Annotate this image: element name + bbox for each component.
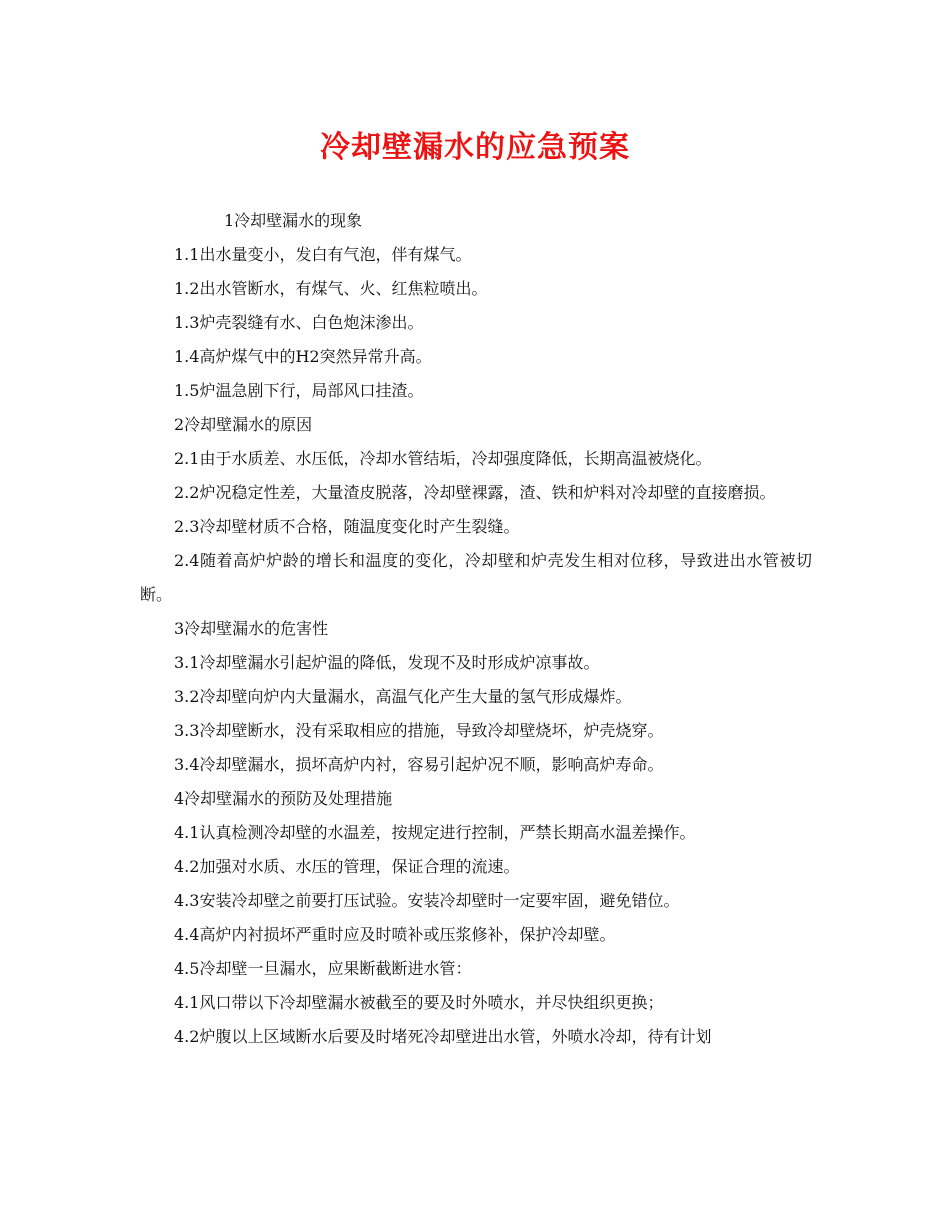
paragraph: 4.1认真检测冷却壁的水温差，按规定进行控制，严禁长期高水温差操作。 bbox=[174, 823, 696, 842]
paragraph: 2.1由于水质差、水压低，冷却水管结垢，冷却强度降低，长期高温被烧化。 bbox=[174, 449, 712, 468]
paragraph: 2.4随着高炉炉龄的增长和温度的变化，冷却壁和炉壳发生相对位移，导致进出水管被切断。 bbox=[140, 551, 812, 604]
paragraph: 1.1出水量变小，发白有气泡，伴有煤气。 bbox=[174, 245, 472, 264]
paragraph: 2.2炉况稳定性差，大量渣皮脱落，冷却壁裸露，渣、铁和炉料对冷却壁的直接磨损。 bbox=[174, 483, 776, 502]
paragraph: 4.2加强对水质、水压的管理，保证合理的流速。 bbox=[174, 857, 520, 876]
section-heading-4: 4冷却壁漏水的预防及处理措施 bbox=[174, 789, 393, 808]
paragraph: 4.5冷却壁一旦漏水，应果断截断进水管： bbox=[174, 959, 472, 978]
section-heading-2: 2冷却壁漏水的原因 bbox=[174, 415, 313, 434]
paragraph: 1.4高炉煤气中的H2突然异常升高。 bbox=[174, 347, 432, 366]
paragraph: 3.3冷却壁断水，没有采取相应的措施，导致冷却壁烧坏，炉壳烧穿。 bbox=[174, 721, 664, 740]
paragraph: 2.3冷却壁材质不合格，随温度变化时产生裂缝。 bbox=[174, 517, 520, 536]
paragraph: 4.4高炉内衬损坏严重时应及时喷补或压浆修补，保护冷却壁。 bbox=[174, 925, 616, 944]
paragraph: 1.3炉壳裂缝有水、白色炮沫渗出。 bbox=[174, 313, 424, 332]
paragraph: 1.5炉温急剧下行，局部风口挂渣。 bbox=[174, 381, 424, 400]
paragraph: 3.1冷却壁漏水引起炉温的降低，发现不及时形成炉凉事故。 bbox=[174, 653, 600, 672]
paragraph: 4.2炉腹以上区域断水后要及时堵死冷却壁进出水管，外喷水冷却，待有计划 bbox=[174, 1027, 712, 1046]
paragraph: 3.2冷却壁向炉内大量漏水，高温气化产生大量的氢气形成爆炸。 bbox=[174, 687, 632, 706]
document-body bbox=[140, 204, 812, 1054]
section-heading-1: 1冷却壁漏水的现象 bbox=[224, 211, 363, 230]
document-title: 冷却壁漏水的应急预案 bbox=[320, 130, 630, 165]
paragraph: 4.3安装冷却壁之前要打压试验。安装冷却壁时一定要牢固，避免错位。 bbox=[174, 891, 680, 910]
section-heading-3: 3冷却壁漏水的危害性 bbox=[174, 619, 329, 638]
paragraph: 1.2出水管断水，有煤气、火、红焦粒喷出。 bbox=[174, 279, 488, 298]
paragraph: 3.4冷却壁漏水，损坏高炉内衬，容易引起炉况不顺，影响高炉寿命。 bbox=[174, 755, 664, 774]
paragraph: 4.1风口带以下冷却壁漏水被截至的要及时外喷水，并尽快组织更换； bbox=[174, 993, 664, 1012]
